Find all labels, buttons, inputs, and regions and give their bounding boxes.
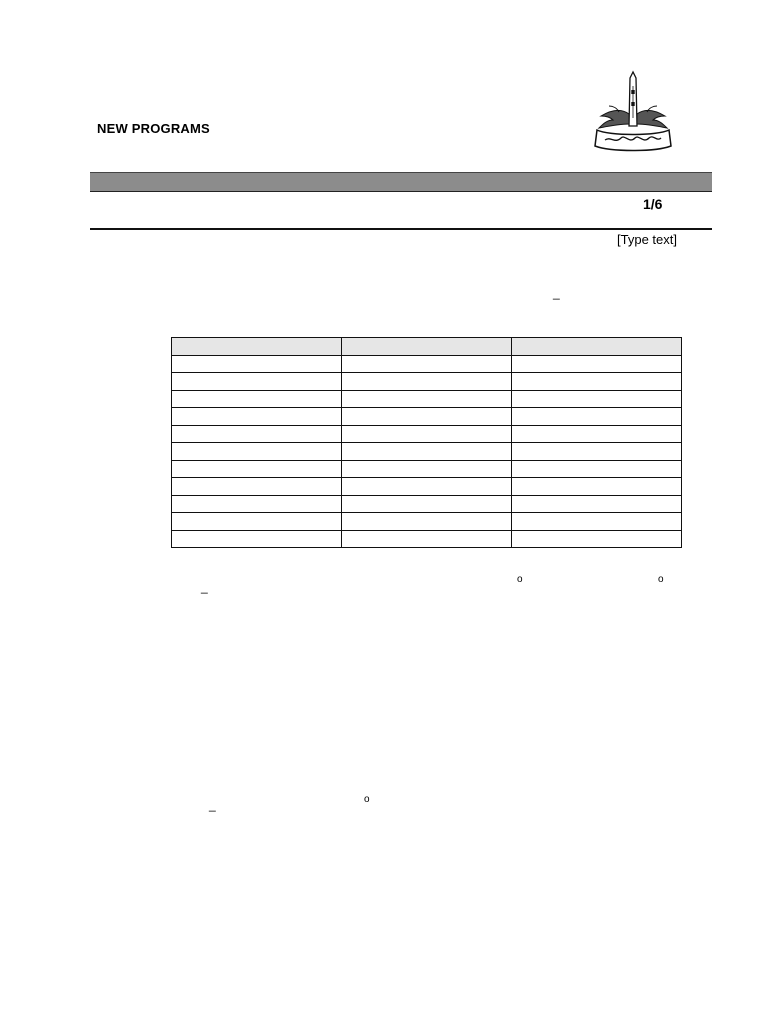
table-cell — [342, 355, 512, 373]
table-cell — [512, 390, 682, 408]
table-cell — [512, 355, 682, 373]
table-cell — [172, 390, 342, 408]
table-cell — [342, 425, 512, 443]
table-row — [172, 513, 682, 531]
table-cell — [342, 513, 512, 531]
table-cell — [342, 390, 512, 408]
table-row — [172, 408, 682, 426]
table-row — [172, 373, 682, 391]
table-cell — [512, 495, 682, 513]
degree-mark: o — [517, 574, 523, 585]
table-header-cell — [512, 338, 682, 356]
table-cell — [342, 443, 512, 461]
table-cell — [172, 355, 342, 373]
table-cell — [172, 408, 342, 426]
table-cell — [342, 495, 512, 513]
table-header-cell — [172, 338, 342, 356]
table-cell — [172, 373, 342, 391]
table-cell — [512, 478, 682, 496]
data-table — [171, 337, 682, 548]
table-row — [172, 460, 682, 478]
table-cell — [512, 460, 682, 478]
table-cell — [172, 513, 342, 531]
university-logo — [589, 68, 677, 152]
table-row — [172, 355, 682, 373]
table-header-row — [172, 338, 682, 356]
degree-mark: o — [658, 574, 664, 585]
table-cell — [342, 373, 512, 391]
table-cell — [172, 425, 342, 443]
table-row — [172, 390, 682, 408]
table-cell — [342, 478, 512, 496]
table-cell — [172, 478, 342, 496]
placeholder-text[interactable]: [Type text] — [617, 232, 677, 247]
header-gray-bar — [90, 172, 712, 192]
table-cell — [172, 460, 342, 478]
table-row — [172, 443, 682, 461]
obelisk-icon — [629, 72, 637, 126]
table-cell — [512, 373, 682, 391]
table-row — [172, 478, 682, 496]
table-row — [172, 425, 682, 443]
base-banner-icon — [595, 130, 671, 151]
dash-mark: _ — [553, 286, 560, 300]
table-cell — [512, 408, 682, 426]
header-rule — [90, 228, 712, 230]
degree-mark: o — [364, 794, 370, 805]
table-cell — [342, 408, 512, 426]
document-title: NEW PROGRAMS — [97, 121, 210, 136]
table-cell — [172, 443, 342, 461]
table-cell — [512, 425, 682, 443]
page-number: 1/6 — [643, 196, 663, 212]
dash-mark: _ — [201, 580, 208, 594]
table-row — [172, 530, 682, 548]
table-header-cell — [342, 338, 512, 356]
table-cell — [342, 530, 512, 548]
table-row — [172, 495, 682, 513]
table-cell — [342, 460, 512, 478]
table-cell — [512, 530, 682, 548]
table-cell — [512, 513, 682, 531]
dash-mark: _ — [209, 798, 216, 812]
table-cell — [512, 443, 682, 461]
table-cell — [172, 530, 342, 548]
table-cell — [172, 495, 342, 513]
